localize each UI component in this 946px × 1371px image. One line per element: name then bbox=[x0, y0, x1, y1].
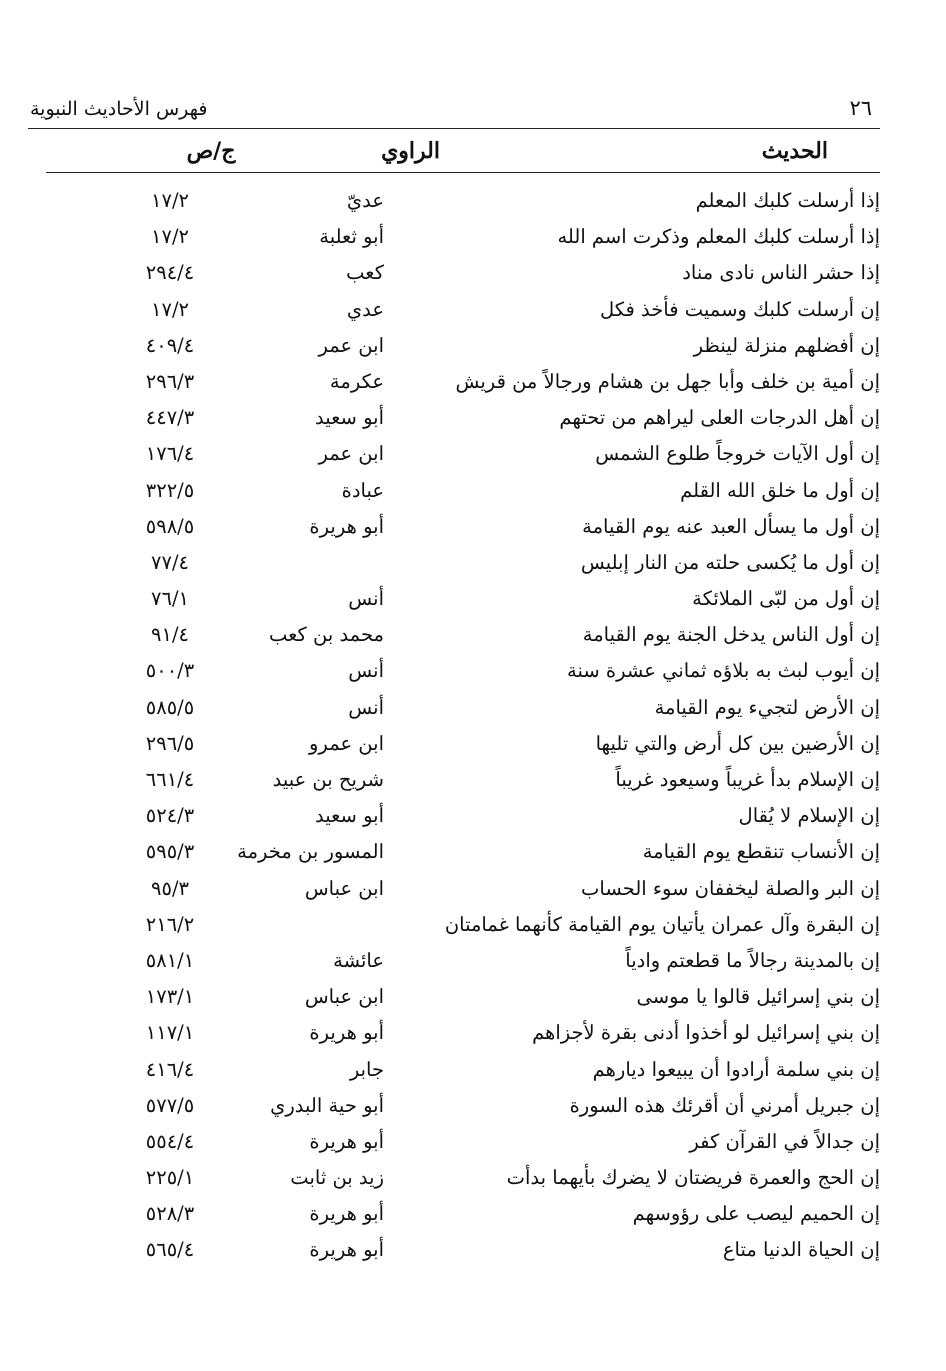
table-row bbox=[46, 944, 880, 980]
table-row bbox=[46, 546, 880, 582]
narrator-name: محمد بن كعب bbox=[268, 623, 384, 647]
volume-page-ref: ١١٧/١ bbox=[145, 1021, 195, 1045]
narrator-name: ابن عباس bbox=[304, 876, 384, 900]
table-row bbox=[46, 691, 880, 727]
index-table bbox=[46, 184, 880, 1270]
narrator-name: ابن عمر bbox=[318, 442, 384, 466]
hadith-text: إذا حشر الناس نادى مناد bbox=[682, 261, 880, 285]
narrator-name: زيد بن ثابت bbox=[290, 1166, 384, 1190]
narrator-name: أبو هريرة bbox=[309, 1129, 384, 1153]
hadith-text: إن الأنساب تنقطع يوم القيامة bbox=[642, 840, 880, 864]
hadith-text: إن أول ما يُكسى حلته من النار إبليس bbox=[580, 550, 880, 574]
hadith-text: إن أهل الدرجات العلى ليراهم من تحتهم bbox=[559, 406, 880, 430]
table-row bbox=[46, 799, 880, 835]
volume-page-ref: ١٧/٢ bbox=[151, 297, 189, 321]
table-row bbox=[46, 763, 880, 799]
column-headers bbox=[46, 138, 880, 172]
column-header-narrator: الراوي bbox=[381, 138, 440, 164]
volume-page-ref: ٧٦/١ bbox=[151, 587, 189, 611]
hadith-text: إن الإسلام بدأ غريباً وسيعود غريباً bbox=[615, 768, 880, 791]
narrator-name: أبو هريرة bbox=[309, 1202, 384, 1226]
table-row bbox=[46, 1125, 880, 1161]
volume-page-ref: ١٧/٢ bbox=[151, 189, 189, 212]
volume-page-ref: ٥٨١/١ bbox=[145, 948, 195, 972]
narrator-name: شريح بن عبيد bbox=[272, 768, 384, 791]
table-row bbox=[46, 184, 880, 220]
narrator-name: أبو سعيد bbox=[315, 804, 384, 828]
hadith-text: إن الأرض لتجيء يوم القيامة bbox=[654, 695, 880, 719]
volume-page-ref: ٥٢٤/٣ bbox=[145, 804, 195, 828]
hadith-text: إن بني إسرائيل قالوا يا موسى bbox=[636, 985, 880, 1009]
narrator-name: عكرمة bbox=[329, 369, 384, 393]
table-row bbox=[46, 872, 880, 908]
hadith-text: إن بني إسرائيل لو أخذوا أدنى بقرة لأجزاهم bbox=[532, 1021, 880, 1045]
volume-page-ref: ٥٨٥/٥ bbox=[145, 695, 195, 719]
hadith-text: إن الحياة الدنيا متاع bbox=[722, 1238, 880, 1262]
volume-page-ref: ٢٢٥/١ bbox=[145, 1166, 195, 1190]
table-row bbox=[46, 1161, 880, 1197]
table-row bbox=[46, 654, 880, 690]
hadith-text: إن الحج والعمرة فريضتان لا يضرك بأيهما بدأت bbox=[506, 1166, 880, 1190]
volume-page-ref: ٦٦١/٤ bbox=[145, 768, 195, 791]
table-row bbox=[46, 1197, 880, 1233]
narrator-name: أبو ثعلبة bbox=[319, 225, 384, 249]
page-number: ٢٦ bbox=[849, 96, 872, 120]
table-row bbox=[46, 1233, 880, 1269]
hadith-text: إن أيوب لبث به بلاؤه ثماني عشرة سنة bbox=[567, 659, 880, 683]
volume-page-ref: ١٧٣/١ bbox=[145, 985, 195, 1009]
table-row bbox=[46, 1089, 880, 1125]
running-title: فهرس الأحاديث النبوية bbox=[30, 98, 208, 120]
column-header-hadith: الحديث bbox=[761, 138, 828, 164]
table-row bbox=[46, 401, 880, 437]
table-row bbox=[46, 256, 880, 292]
table-row bbox=[46, 980, 880, 1016]
table-row bbox=[46, 582, 880, 618]
hadith-text: إن البر والصلة ليخففان سوء الحساب bbox=[581, 876, 880, 900]
volume-page-ref: ٥٦٥/٤ bbox=[145, 1238, 195, 1262]
narrator-name: جابر bbox=[349, 1057, 384, 1081]
narrator-name: أبو هريرة bbox=[309, 514, 384, 538]
narrator-name: أبو هريرة bbox=[309, 1238, 384, 1262]
hadith-text: إذا أرسلت كلبك المعلم وذكرت اسم الله bbox=[557, 225, 880, 249]
narrator-name: أنس bbox=[348, 659, 384, 683]
narrator-name: المسور بن مخرمة bbox=[237, 840, 384, 864]
narrator-name: أنس bbox=[348, 587, 384, 611]
hadith-text: إن أمية بن خلف وأبا جهل بن هشام ورجالاً من قريش bbox=[455, 369, 880, 393]
volume-page-ref: ٢١٦/٢ bbox=[145, 912, 195, 936]
volume-page-ref: ٩٥/٣ bbox=[151, 876, 189, 900]
hadith-text: إن أفضلهم منزلة لينظر bbox=[693, 333, 880, 357]
hadith-text: إن الأرضين بين كل أرض والتي تليها bbox=[595, 731, 880, 755]
narrator-name: كعب bbox=[346, 261, 384, 285]
narrator-name: ابن عمرو bbox=[309, 731, 384, 755]
hadith-text: إن أول الناس يدخل الجنة يوم القيامة bbox=[582, 623, 880, 647]
narrator-name: عبادة bbox=[341, 478, 384, 502]
volume-page-ref: ٤٠٩/٤ bbox=[145, 333, 195, 357]
volume-page-ref: ١٧٦/٤ bbox=[145, 442, 195, 466]
hadith-text: إن أول ما يسأل العبد عنه يوم القيامة bbox=[582, 514, 880, 538]
narrator-name: أنس bbox=[348, 695, 384, 719]
volume-page-ref: ٢٩٤/٤ bbox=[145, 261, 195, 285]
volume-page-ref: ٥٩٥/٣ bbox=[145, 840, 195, 864]
hadith-text: إذا أرسلت كلبك المعلم bbox=[695, 189, 880, 212]
narrator-name: أبو حية البدري bbox=[270, 1093, 384, 1117]
hadith-text: إن الحميم ليصب على رؤوسهم bbox=[632, 1202, 880, 1226]
narrator-name: أبو هريرة bbox=[309, 1021, 384, 1045]
hadith-text: إن جدالاً في القرآن كفر bbox=[689, 1129, 880, 1153]
table-row bbox=[46, 1016, 880, 1052]
table-row bbox=[46, 293, 880, 329]
hadith-text: إن أول الآيات خروجاً طلوع الشمس bbox=[595, 442, 880, 466]
hadith-text: إن جبريل أمرني أن أقرئك هذه السورة bbox=[569, 1093, 880, 1117]
narrator-name: عديّ bbox=[346, 189, 384, 212]
volume-page-ref: ٩١/٤ bbox=[151, 623, 189, 647]
narrator-name: عدي bbox=[346, 297, 384, 321]
table-row bbox=[46, 329, 880, 365]
volume-page-ref: ٤١٦/٤ bbox=[145, 1057, 195, 1081]
table-row bbox=[46, 474, 880, 510]
volume-page-ref: ٢٩٦/٥ bbox=[145, 731, 195, 755]
table-row bbox=[46, 510, 880, 546]
narrator-name: أبو سعيد bbox=[315, 406, 384, 430]
table-row bbox=[46, 1053, 880, 1089]
volume-page-ref: ٥٠٠/٣ bbox=[145, 659, 195, 683]
column-header-reference: ج/ص bbox=[186, 138, 236, 164]
hadith-text: إن أول من لبّى الملائكة bbox=[692, 587, 880, 611]
table-row bbox=[46, 618, 880, 654]
volume-page-ref: ٧٧/٤ bbox=[151, 550, 189, 574]
volume-page-ref: ٥٢٨/٣ bbox=[145, 1202, 195, 1226]
columns-rule bbox=[46, 172, 880, 173]
volume-page-ref: ٥٩٨/٥ bbox=[145, 514, 195, 538]
table-row bbox=[46, 835, 880, 871]
hadith-text: إن الإسلام لا يُقال bbox=[738, 804, 880, 828]
narrator-name: ابن عباس bbox=[304, 985, 384, 1009]
volume-page-ref: ١٧/٢ bbox=[151, 225, 189, 249]
volume-page-ref: ٤٤٧/٣ bbox=[145, 406, 195, 430]
hadith-text: إن أول ما خلق الله القلم bbox=[680, 478, 880, 502]
volume-page-ref: ٥٧٧/٥ bbox=[145, 1093, 195, 1117]
narrator-name: عائشة bbox=[333, 948, 384, 972]
page-header bbox=[30, 96, 882, 126]
volume-page-ref: ٢٩٦/٣ bbox=[145, 369, 195, 393]
hadith-text: إن أرسلت كلبك وسميت فأخذ فكل bbox=[599, 297, 880, 321]
narrator-name: ابن عمر bbox=[318, 333, 384, 357]
table-row bbox=[46, 365, 880, 401]
table-row bbox=[46, 908, 880, 944]
table-row bbox=[46, 437, 880, 473]
hadith-text: إن بني سلمة أرادوا أن يبيعوا ديارهم bbox=[592, 1057, 880, 1081]
volume-page-ref: ٥٥٤/٤ bbox=[145, 1129, 195, 1153]
table-row bbox=[46, 220, 880, 256]
hadith-text: إن البقرة وآل عمران يأتيان يوم القيامة كأنهما غمامتان bbox=[444, 912, 880, 936]
header-rule bbox=[28, 128, 880, 129]
volume-page-ref: ٣٢٢/٥ bbox=[145, 478, 195, 502]
table-row bbox=[46, 727, 880, 763]
hadith-text: إن بالمدينة رجالاً ما قطعتم وادياً bbox=[625, 948, 880, 972]
